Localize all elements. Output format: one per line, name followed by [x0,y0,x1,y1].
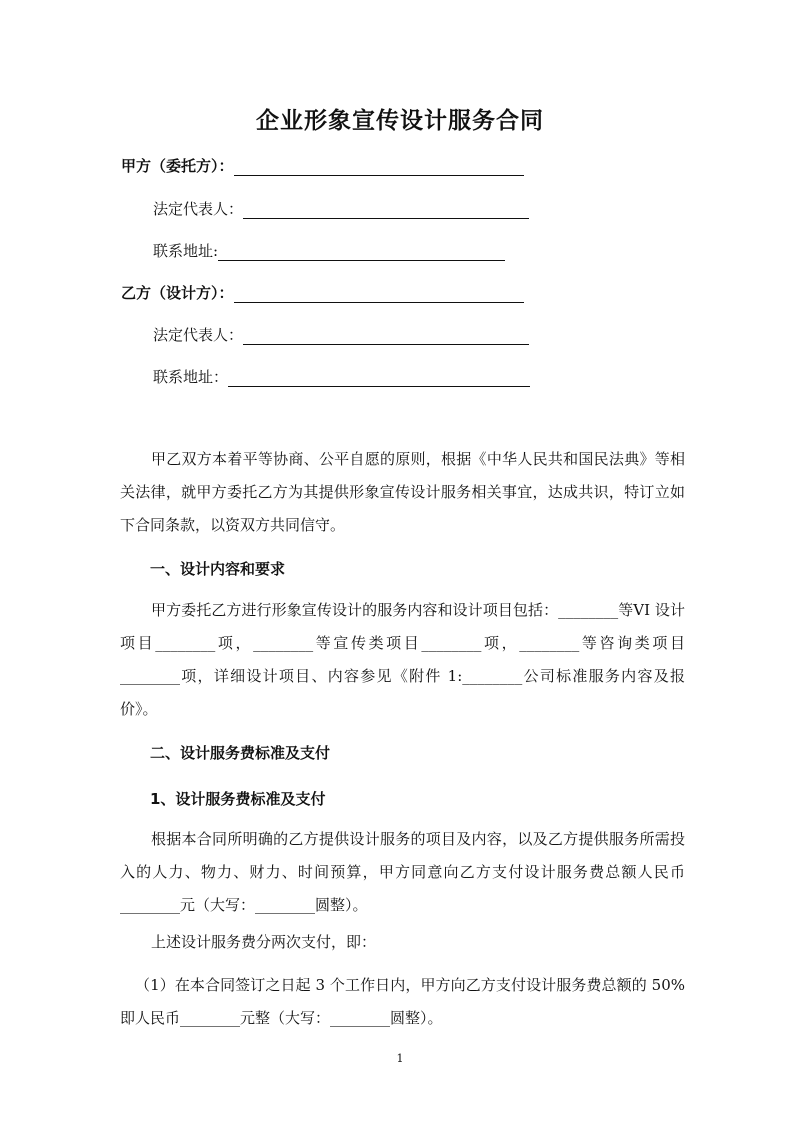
party-b-blank [234,288,524,303]
section2-paragraph-2: 上述设计服务费分两次支付，即： [151,933,377,951]
party-b-line [121,283,524,303]
party-a-line [121,156,524,176]
party-b-rep-label: 法定代表人： [153,326,244,344]
party-b-rep-line [153,325,529,345]
section2-paragraph-1: 根据本合同所明确的乙方提供设计服务的项目及内容，以及乙方提供服务所需投入的人力、物力、财力、时间预算，甲方同意向乙方支付设计服务费总额人民币________元（大写：________圆整）。 [120,830,685,914]
page-number: 1 [396,1052,404,1065]
section2-heading: 二、设计服务费标准及支付 [150,744,331,762]
party-a-address-label: 联系地址: [153,242,219,260]
section2-paragraph-3: （1）在本合同签订之日起 3 个工作日内，甲方向乙方支付设计服务费总额的 50%即人民币________元整（大写：________圆整）。 [120,976,685,1027]
section2-sub1-heading: 1、设计服务费标准及支付 [150,790,326,808]
party-b-address-blank [228,372,530,387]
party-a-address-blank [218,246,505,261]
party-b-label: 乙方（设计方）： [121,284,234,302]
section1-body: 甲方委托乙方进行形象宣传设计的服务内容和设计项目包括：________等VI 设计项目________项，________等宣传类项目________项，________等咨询类项目________项，详细设计项目、内容参见《附件 1:________公司标准服务内容及报价》。 [120,601,685,718]
party-b-rep-blank [243,330,529,345]
contract-title: 企业形象宣传设计服务合同 [256,108,544,134]
party-a-rep-line [153,199,529,219]
party-a-blank [234,161,524,176]
party-a-address-line [153,241,505,261]
party-a-rep-blank [243,204,529,219]
party-a-label: 甲方（委托方）： [121,157,234,175]
party-b-address-label: 联系地址： [153,368,229,386]
party-b-address-line [153,367,530,387]
party-a-rep-label: 法定代表人： [153,200,244,218]
intro-paragraph: 甲乙双方本着平等协商、公平自愿的原则，根据《中华人民共和国民法典》等相关法律，就甲方委托乙方为其提供形象宣传设计服务相关事宜，达成共识，特订立如下合同条款，以资双方共同信守。 [120,450,685,534]
section1-heading: 一、设计内容和要求 [150,560,286,578]
